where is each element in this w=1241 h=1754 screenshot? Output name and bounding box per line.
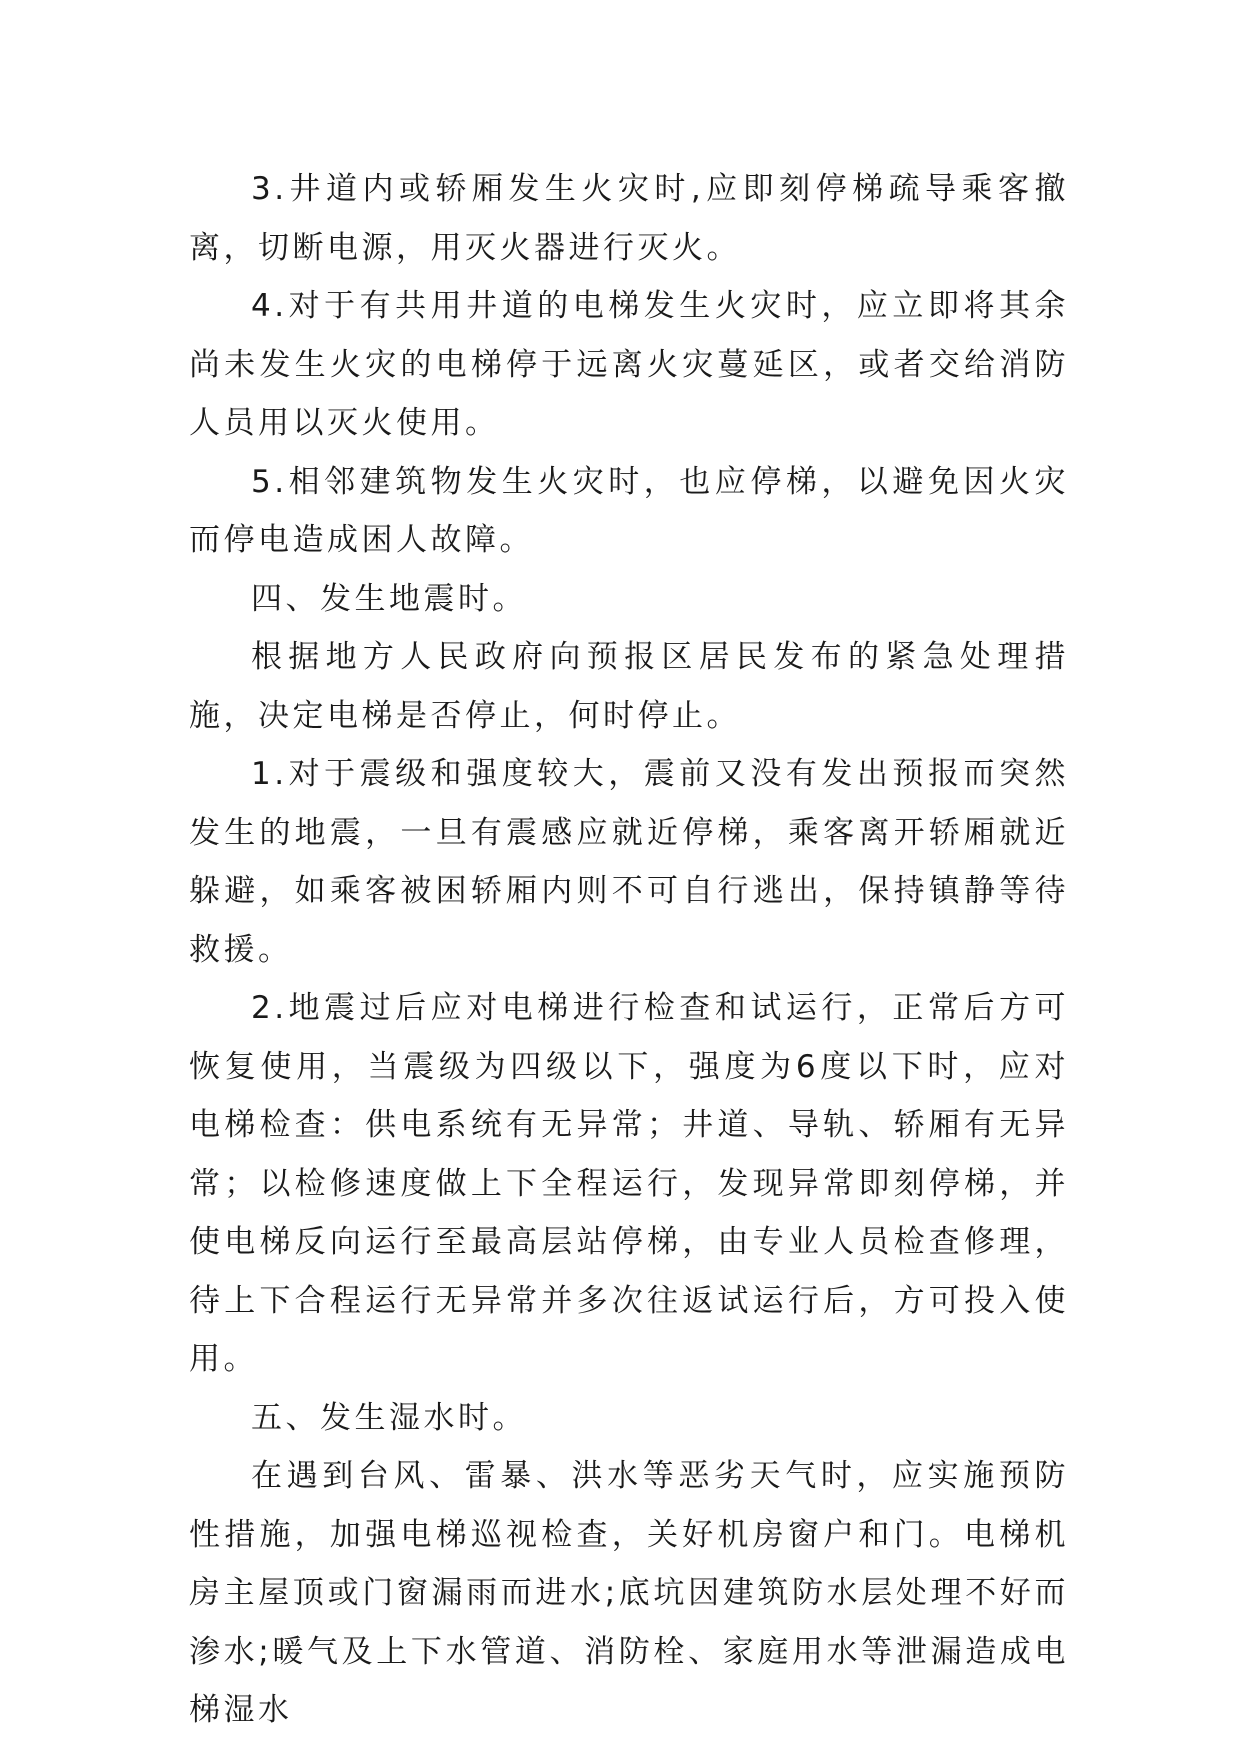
document-body [189,160,1069,1740]
section-heading-earthquake: 四、发生地震时。 [251,580,527,617]
paragraph-fire-shaft: 3.井道内或轿厢发生火灾时,应即刻停梯疏导乘客撤离，切断电源，用灭火器进行灭火。 [189,171,1069,266]
paragraph-earthquake-intro: 根据地方人民政府向预报区居民发布的紧急处理措施，决定电梯是否停止，何时停止。 [189,639,1069,734]
section-heading-water: 五、发生湿水时。 [251,1399,527,1436]
paragraph-fire-shared-shaft: 4.对于有共用井道的电梯发生火灾时，应立即将其余尚未发生火灾的电梯停于远离火灾蔓延区，或者交给消防人员用以灭火使用。 [189,288,1069,441]
paragraph-water-measures: 在遇到台风、雷暴、洪水等恶劣天气时，应实施预防性措施，加强电梯巡视检查，关好机房窗户和门。电梯机房主屋顶或门窗漏雨而进水;底坑因建筑防水层处理不好而渗水;暖气及上下水管道、消防栓、家庭用水等泄漏造成电梯湿水 [189,1458,1069,1728]
paragraph-earthquake-sudden: 1.对于震级和强度较大，震前又没有发出预报而突然发生的地震，一旦有震感应就近停梯，乘客离开轿厢就近躲避，如乘客被困轿厢内则不可自行逃出，保持镇静等待救援。 [189,756,1069,968]
paragraph-fire-adjacent-building: 5.相邻建筑物发生火灾时，也应停梯，以避免因火灾而停电造成困人故障。 [189,463,1069,558]
paragraph-earthquake-after: 2.地震过后应对电梯进行检查和试运行，正常后方可恢复使用，当震级为四级以下，强度为6度以下时，应对电梯检查：供电系统有无异常；井道、导轨、轿厢有无异常；以检修速度做上下全程运行，发现异常即刻停梯，并使电梯反向运行至最高层站停梯，由专业人员检查修理，待上下合程运行无异常并多次往返试运行后，方可投入使用。 [189,990,1069,1377]
